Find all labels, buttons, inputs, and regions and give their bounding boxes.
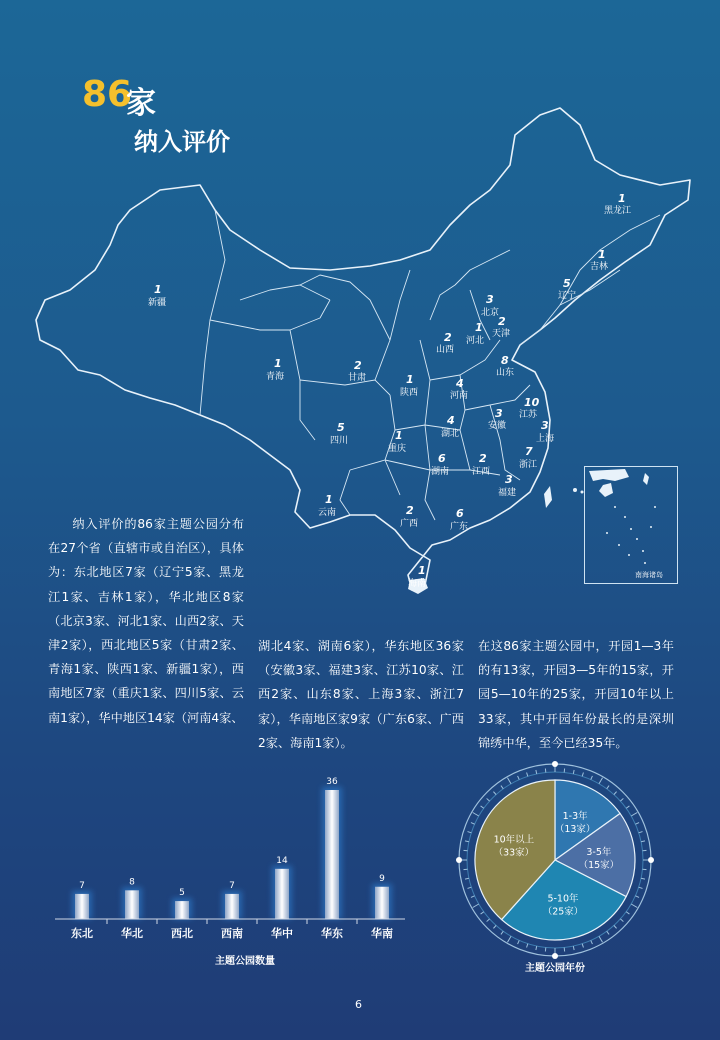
dial-tick bbox=[468, 887, 472, 888]
headline-count: 86 bbox=[82, 74, 133, 115]
dial-tick bbox=[501, 931, 503, 934]
prov-count-福建: 3 bbox=[505, 473, 513, 486]
prov-name-四川: 四川 bbox=[330, 436, 349, 446]
bar-西北 bbox=[175, 901, 189, 919]
prov-name-湖北: 湖北 bbox=[441, 429, 460, 439]
headline-subtitle: 纳入评价 bbox=[134, 128, 230, 156]
prov-count-天津: 2 bbox=[498, 315, 506, 328]
dial-dot bbox=[648, 857, 654, 863]
bar-category-label: 西南 bbox=[221, 927, 243, 940]
dial-tick bbox=[631, 813, 637, 817]
pie-slice-label: 3-5年 bbox=[586, 846, 612, 858]
prov-count-陕西: 1 bbox=[406, 373, 414, 386]
prov-name-上海: 上海 bbox=[536, 434, 555, 444]
dial-tick bbox=[518, 940, 520, 944]
prov-name-河北: 河北 bbox=[466, 336, 485, 346]
prov-name-甘肃: 甘肃 bbox=[348, 373, 367, 383]
dial-tick bbox=[518, 776, 520, 780]
prov-name-山西: 山西 bbox=[436, 345, 455, 355]
pie-slice-label: 10年以上 bbox=[493, 834, 535, 846]
pie-slice-value: （15家） bbox=[578, 859, 620, 871]
paragraph-distribution-1: 纳入评价的86家主题公园分布在27个省（直辖市或自治区），具体为：东北地区7家（辽宁5家、黑龙江1家、吉林1家），华北地区8家（北京3家、河北1家、山西2家、天津2家），西北地区5家（甘肃2家、青海1家、陕西1家、新疆1家），西南地区7家（重庆1家、四川5家、云南1家），华中地区14家（河南4家、 bbox=[48, 517, 244, 725]
dial-tick bbox=[591, 940, 593, 944]
inset-label: 南海诸岛 bbox=[635, 571, 663, 579]
bar-value-label: 7 bbox=[79, 880, 85, 891]
prov-name-山东: 山东 bbox=[496, 368, 515, 378]
dial-tick bbox=[639, 832, 643, 833]
dial-tick bbox=[493, 925, 496, 928]
prov-name-新疆: 新疆 bbox=[148, 298, 167, 308]
prov-count-河北: 1 bbox=[475, 321, 483, 334]
prov-name-福建: 福建 bbox=[498, 488, 517, 498]
bar-category-label: 西北 bbox=[171, 927, 193, 940]
dial-tick bbox=[635, 823, 639, 825]
dial-tick bbox=[582, 944, 583, 948]
dial-tick bbox=[468, 832, 472, 833]
islands bbox=[408, 486, 584, 594]
bar-华中 bbox=[275, 869, 289, 919]
prov-count-江苏: 10 bbox=[524, 396, 540, 409]
prov-name-河南: 河南 bbox=[450, 391, 469, 401]
prov-name-安徽: 安徽 bbox=[488, 421, 507, 431]
prov-name-广西: 广西 bbox=[400, 519, 419, 529]
prov-count-青海: 1 bbox=[274, 357, 282, 370]
prov-count-湖北: 4 bbox=[447, 414, 455, 427]
dial-tick bbox=[582, 773, 583, 777]
dial-tick bbox=[481, 806, 484, 808]
prov-count-甘肃: 2 bbox=[354, 359, 362, 372]
bar-东北 bbox=[75, 894, 89, 919]
dial-tick bbox=[626, 806, 629, 808]
bar-华南 bbox=[375, 887, 389, 919]
bar-chart-title: 主题公园数量 bbox=[215, 956, 275, 967]
bar-华东 bbox=[325, 790, 339, 919]
dial-tick bbox=[481, 912, 484, 914]
prov-name-江苏: 江苏 bbox=[519, 410, 538, 420]
prov-name-天津: 天津 bbox=[492, 329, 511, 339]
dial-tick bbox=[635, 896, 639, 898]
dial-tick bbox=[620, 798, 623, 801]
bar-category-label: 华中 bbox=[271, 927, 293, 940]
dial-tick bbox=[527, 944, 528, 948]
headline-unit: 家 bbox=[126, 86, 156, 121]
dial-tick bbox=[508, 936, 512, 942]
dial-tick bbox=[473, 813, 479, 817]
prov-count-广西: 2 bbox=[406, 504, 414, 517]
paragraph-distribution-2: 湖北4家、湖南6家），华东地区36家（安徽3家、福建3家、江苏10家、江西2家、山东8家、上海3家、浙江7家），华南地区家9家（广东6家、广西2家、海南1家）。 bbox=[258, 639, 464, 750]
bar-华北 bbox=[125, 890, 139, 919]
prov-name-江西: 江西 bbox=[472, 467, 491, 477]
dial-dot bbox=[552, 761, 558, 767]
prov-count-吉林: 1 bbox=[598, 248, 606, 261]
prov-name-海南: 海南 bbox=[408, 579, 427, 589]
prov-name-辽宁: 辽宁 bbox=[558, 291, 577, 301]
dial-tick bbox=[493, 792, 496, 795]
prov-name-湖南: 湖南 bbox=[431, 467, 450, 477]
bar-西南 bbox=[225, 894, 239, 919]
south-china-sea-inset bbox=[584, 466, 678, 584]
prov-name-青海: 青海 bbox=[266, 372, 285, 382]
bar-category-label: 华北 bbox=[121, 927, 143, 940]
pie-slice-value: （13家） bbox=[554, 823, 596, 835]
dial-tick bbox=[573, 946, 574, 950]
dial-tick bbox=[641, 841, 645, 842]
prov-count-江西: 2 bbox=[479, 452, 487, 465]
bar-value-label: 9 bbox=[379, 873, 385, 884]
dial-tick bbox=[508, 778, 512, 784]
prov-count-安徽: 3 bbox=[495, 407, 503, 420]
prov-count-浙江: 7 bbox=[525, 445, 533, 458]
prov-count-新疆: 1 bbox=[154, 283, 162, 296]
dial-tick bbox=[614, 792, 617, 795]
dial-tick bbox=[527, 773, 528, 777]
bar-category-label: 华东 bbox=[321, 927, 343, 940]
dial-tick bbox=[631, 904, 637, 908]
prov-count-河南: 4 bbox=[456, 377, 464, 390]
pie-slice-value: （25家） bbox=[542, 906, 584, 918]
prov-name-重庆: 重庆 bbox=[388, 444, 407, 454]
dial-dot bbox=[456, 857, 462, 863]
prov-count-上海: 3 bbox=[541, 419, 549, 432]
prov-name-浙江: 浙江 bbox=[519, 460, 538, 470]
bar-value-label: 7 bbox=[229, 880, 235, 891]
dial-tick bbox=[487, 798, 490, 801]
dial-tick bbox=[536, 770, 537, 774]
prov-name-陕西: 陕西 bbox=[400, 388, 419, 398]
bar-value-label: 8 bbox=[129, 877, 135, 888]
prov-count-重庆: 1 bbox=[395, 429, 403, 442]
pie-chart-park-age bbox=[455, 760, 660, 985]
page-number: 6 bbox=[355, 998, 362, 1011]
dial-tick bbox=[501, 786, 503, 789]
paragraph-opening-years: 在这86家主题公园中，开园1—3年的有13家，开园3—5年的15家，开园5—10年的25家，开园10年以上33家，其中开园年份最长的是深圳锦绣中华，至今已经35年。 bbox=[478, 639, 674, 750]
dial-tick bbox=[626, 912, 629, 914]
pie-slice-label: 5-10年 bbox=[547, 893, 579, 905]
prov-count-山西: 2 bbox=[444, 331, 452, 344]
dial-tick bbox=[487, 919, 490, 922]
dial-tick bbox=[591, 776, 593, 780]
dial-tick bbox=[641, 878, 645, 879]
dial-tick bbox=[614, 925, 617, 928]
prov-count-黑龙江: 1 bbox=[618, 192, 626, 205]
prov-count-云南: 1 bbox=[325, 493, 333, 506]
dial-tick bbox=[573, 770, 574, 774]
pie-slice-value: （33家） bbox=[493, 847, 535, 859]
prov-name-云南: 云南 bbox=[318, 508, 337, 518]
prov-name-广东: 广东 bbox=[450, 522, 469, 532]
dial-tick bbox=[639, 887, 643, 888]
dial-tick bbox=[471, 823, 475, 825]
prov-count-山东: 8 bbox=[501, 354, 509, 367]
prov-count-辽宁: 5 bbox=[563, 277, 571, 290]
prov-name-北京: 北京 bbox=[481, 308, 500, 318]
dial-tick bbox=[471, 896, 475, 898]
prov-count-海南: 1 bbox=[418, 564, 426, 577]
dial-tick bbox=[536, 946, 537, 950]
inset-islands bbox=[585, 467, 677, 583]
dial-tick bbox=[607, 931, 609, 934]
dial-tick bbox=[473, 904, 479, 908]
dial-tick bbox=[607, 786, 609, 789]
bar-value-label: 36 bbox=[326, 777, 338, 787]
bar-category-label: 华南 bbox=[371, 927, 393, 940]
dial-tick bbox=[465, 841, 469, 842]
prov-count-北京: 3 bbox=[486, 293, 494, 306]
prov-count-四川: 5 bbox=[337, 421, 345, 434]
pie-chart-title: 主题公园年份 bbox=[525, 963, 585, 974]
bar-value-label: 14 bbox=[276, 855, 288, 866]
prov-name-吉林: 吉林 bbox=[590, 262, 609, 272]
bar-value-label: 5 bbox=[179, 888, 185, 899]
bar-chart-park-count bbox=[55, 765, 410, 975]
pie-slice-label: 1-3年 bbox=[562, 810, 588, 822]
dial-tick bbox=[599, 936, 603, 942]
dial-dot bbox=[552, 953, 558, 959]
dial-tick bbox=[620, 919, 623, 922]
prov-name-黑龙江: 黑龙江 bbox=[604, 206, 632, 216]
bar-category-label: 东北 bbox=[71, 927, 93, 940]
prov-count-广东: 6 bbox=[456, 507, 464, 520]
dial-tick bbox=[599, 778, 603, 784]
prov-count-湖南: 6 bbox=[438, 452, 446, 465]
dial-tick bbox=[465, 878, 469, 879]
